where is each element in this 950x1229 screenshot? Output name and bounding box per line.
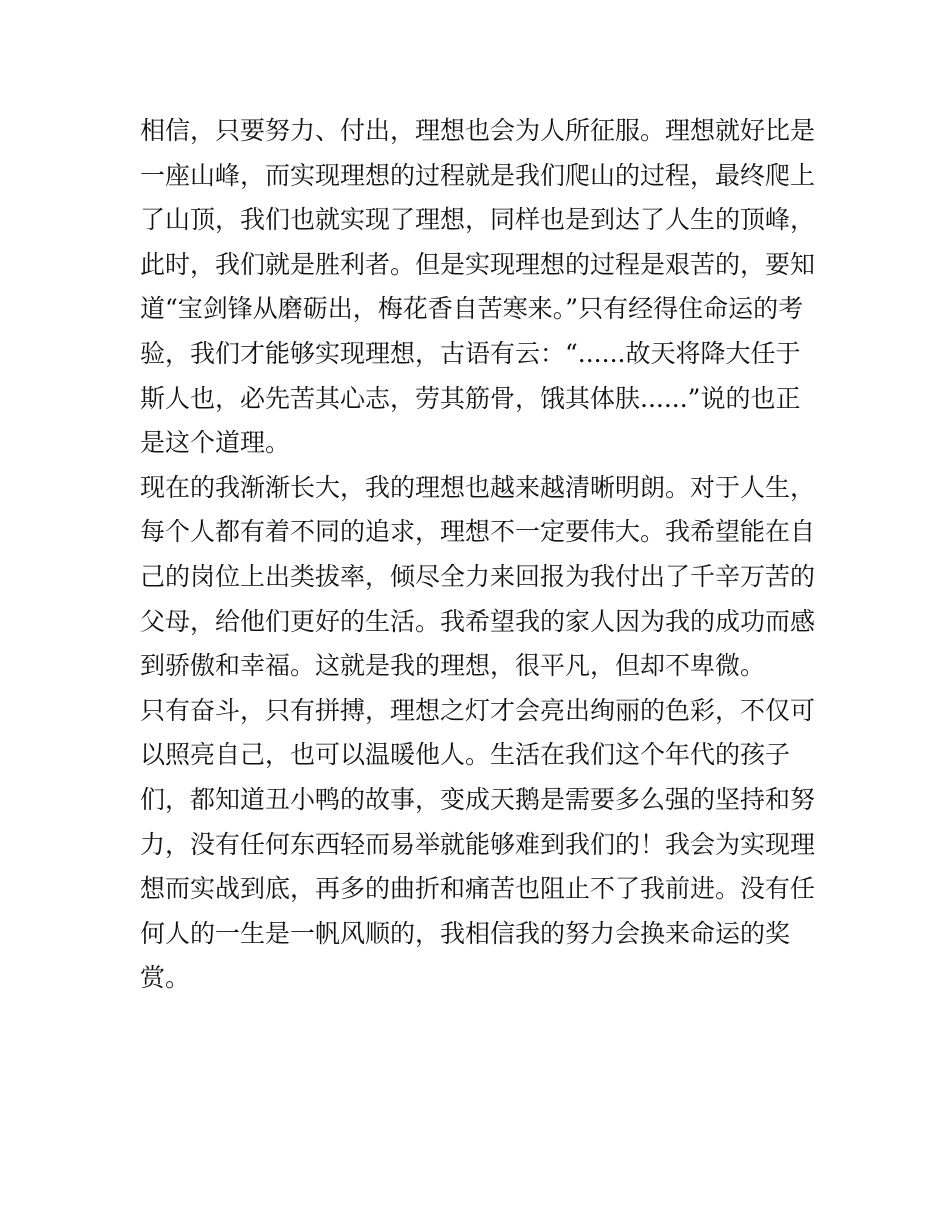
- text-line: 此时，我们就是胜利者。但是实现理想的过程是艰苦的，要知: [140, 249, 816, 279]
- paragraph-3: [140, 689, 820, 1001]
- text-line: 道“宝剑锋从磨砺出，梅花香自苦寒来。”只有经得住命运的考: [140, 294, 804, 324]
- text-line: 何人的一生是一帆风顺的，我相信我的努力会换来命运的奖: [140, 918, 791, 948]
- text-line: 以照亮自己，也可以温暖他人。生活在我们这个年代的孩子: [140, 740, 791, 770]
- text-line: 验，我们才能够实现理想，古语有云：“......故天将降大任于: [140, 338, 801, 368]
- text-line: 想而实战到底，再多的曲折和痛苦也阻止不了我前进。没有任: [140, 874, 816, 904]
- text-line: 每个人都有着不同的追求，理想不一定要伟大。我希望能在自: [140, 517, 816, 547]
- text-line: 父母，给他们更好的生活。我希望我的家人因为我的成功而感: [140, 606, 816, 636]
- paragraph-1: [140, 109, 820, 466]
- text-line: 己的岗位上出类拔率，倾尽全力来回报为我付出了千辛万苦的: [140, 561, 816, 591]
- text-line: 一座山峰，而实现理想的过程就是我们爬山的过程，最终爬上: [140, 160, 816, 190]
- text-line: 只有奋斗，只有拼搏，理想之灯才会亮出绚丽的色彩，不仅可: [140, 695, 816, 725]
- document-body: [140, 109, 820, 1001]
- text-line: 是这个道理。: [140, 428, 291, 458]
- text-line: 相信，只要努力、付出，理想也会为人所征服。理想就好比是: [140, 116, 816, 145]
- paragraph-2: [140, 466, 820, 689]
- text-line: 到骄傲和幸福。这就是我的理想，很平凡，但却不卑微。: [140, 651, 766, 681]
- text-line: 现在的我渐渐长大，我的理想也越来越清晰明朗。对于人生，: [140, 472, 816, 502]
- text-line: 赏。: [140, 963, 191, 993]
- text-line: 力，没有任何东西轻而易举就能够难到我们的！我会为实现理: [140, 829, 816, 859]
- text-line: 斯人也，必先苦其心志，劳其筋骨，饿其体肤......”说的也正: [140, 383, 801, 413]
- text-line: 了山顶，我们也就实现了理想，同样也是到达了人生的顶峰，: [140, 205, 816, 235]
- text-line: 们，都知道丑小鸭的故事，变成天鹅是需要多么强的坚持和努: [140, 784, 816, 814]
